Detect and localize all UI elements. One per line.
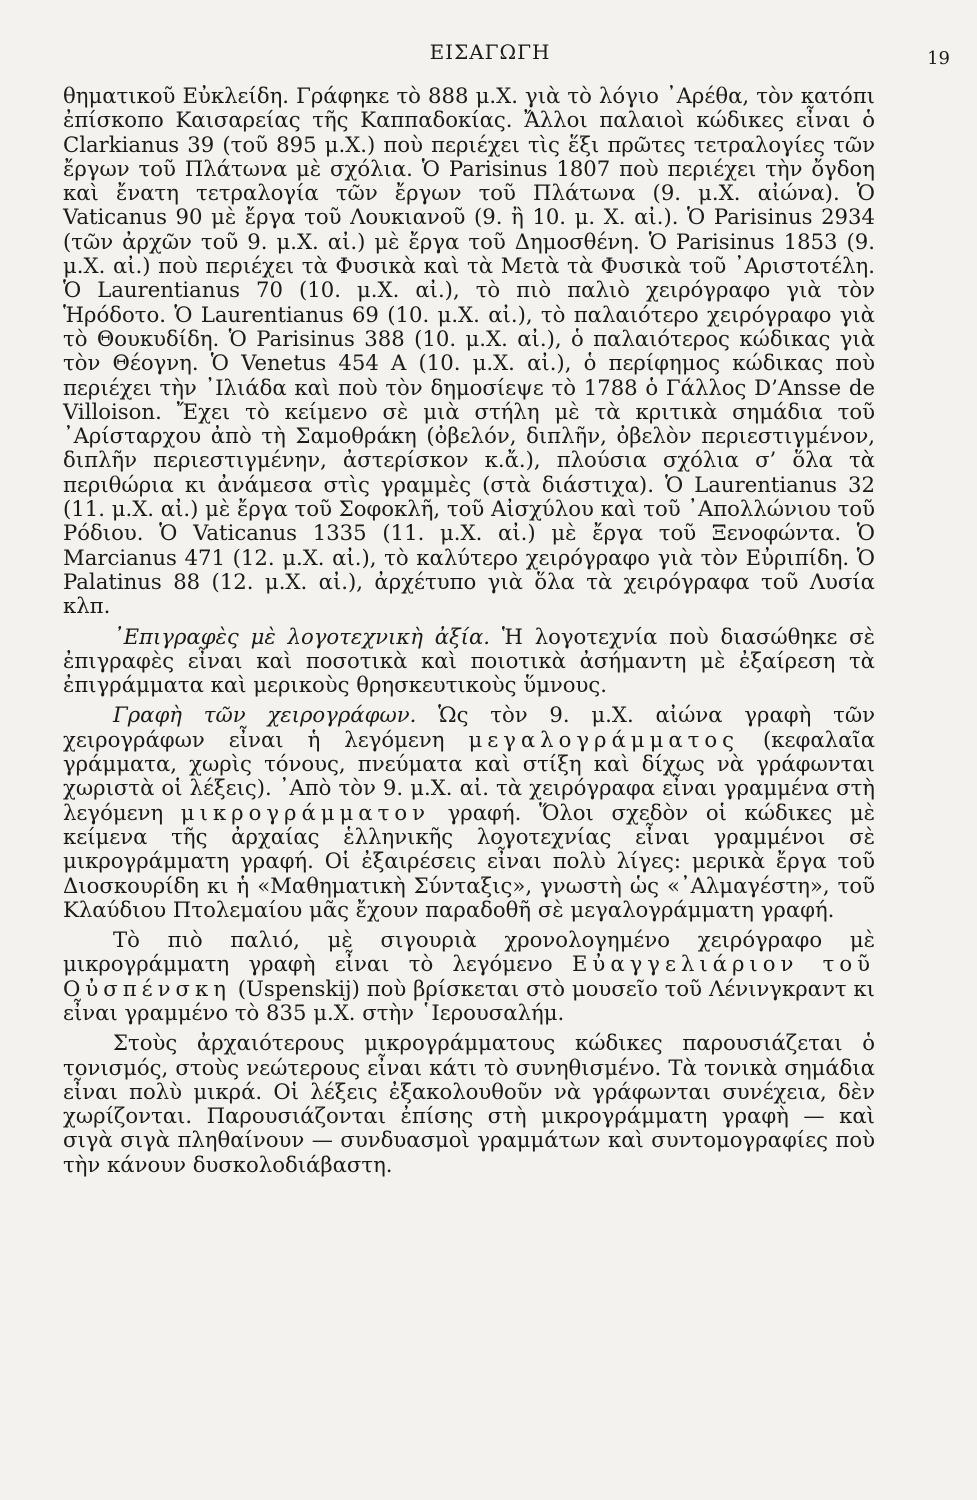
spaced-term: μικρογράμματον bbox=[180, 799, 430, 825]
spaced-term: μεγαλογράμματος bbox=[468, 726, 739, 752]
paragraph-script bbox=[63, 703, 875, 922]
text-span: Τὸ πιὸ παλιό, μὲ σιγουριὰ χρονολογημένο χειρόγραφο μὲ μικρογράμματη γραφὴ εἶναι τὸ λεγόμενο bbox=[63, 927, 875, 977]
text-span: γραφή. Ὅλοι σχεδὸν οἱ κώδικες μὲ κείμενα τῆς ἀρχαίας ἑλληνικῆς λογοτεχνίας εἶναι γραμμένοι σὲ μικρογράμματη γραφή. Οἱ ἐξαιρέσεις εἶναι πολὺ λίγες: μερικὰ ἔργα τοῦ Διοσκουρίδη κι ἡ «Μαθηματικὴ Σύνταξις», γνωστὴ ὡς «᾿Αλμαγέστη», τοῦ Κλαύδιου Πτολεμαίου μᾶς ἔχουν παραδοθῆ σὲ μεγαλογράμματη γραφή. bbox=[63, 799, 875, 922]
text-span: Στοὺς ἀρχαιότερους μικρογράμματους κώδικες παρουσιάζεται ὁ τονισμός, στοὺς νεώτερους εἶναι κάτι τὸ συνηθισμένο. Τὰ τονικὰ σημάδια εἶναι πολὺ μικρά. Οἱ λέξεις ἐξακολουθοῦν νὰ γράφωνται συνέχεια, δὲν χωρίζονται. Παρουσιάζονται ἐπίσης στὴ μικρογράμματη γραφὴ — καὶ σιγὰ σιγὰ πληθαίνουν — συνδυασμοὶ γραμμάτων καὶ συντομογραφίες ποὺ τὴν κάνουν δυσκολοδιάβαστη. bbox=[63, 1030, 875, 1177]
paragraph-oldest-minuscule bbox=[63, 928, 875, 1025]
section-heading: Γραφὴ τῶν χειρογράφων. bbox=[113, 702, 417, 728]
paragraph-manuscripts bbox=[63, 84, 875, 619]
page-number: 19 bbox=[927, 48, 950, 69]
section-heading: ᾿Επιγραφὲς μὲ λογοτεχνικὴ ἀξία. bbox=[113, 623, 491, 649]
text-span: Ὡς τὸν 9. μ.Χ. αἰώνα γραφὴ τῶν χειρογράφων εἶναι ἡ λεγόμενη bbox=[63, 702, 875, 752]
paragraph-accents bbox=[63, 1031, 875, 1177]
text-span: (κεφαλαῖα γράμματα, χωρὶς τόνους, πνεύματα καὶ στίξη καὶ δίχως νὰ γράφωνται χωριστὰ οἱ λέξεις). ᾿Απὸ τὸν 9. μ.Χ. αἰ. τὰ χειρόγραφα εἶναι γραμμένα στὴ λεγόμενη bbox=[63, 726, 876, 825]
body-text bbox=[63, 84, 875, 1177]
text-span: θηματικοῦ Εὐκλείδη. Γράφηκε τὸ 888 μ.Χ. γιὰ τὸ λόγιο ᾿Αρέθα, τὸν κατόπι ἐπίσκοπο Καισαρείας τῆς Καππαδοκίας. Ἄλλοι παλαιοὶ κώδικες εἶναι ὁ Clarkianus 39 (τοῦ 895 μ.Χ.) ποὺ περιέχει τὶς ἕξι πρῶτες τετραλογίες τῶν ἔργων τοῦ Πλάτωνα μὲ σχόλια. Ὁ Parisinus 1807 ποὺ περιέχει τὴν ὄγδοη καὶ ἔνατη τετραλογία τῶν ἔργων τοῦ Πλάτωνα (9. μ.Χ. αἰώνα). Ὁ Vaticanus 90 μὲ ἔργα τοῦ Λουκιανοῦ (9. ἢ 10. μ. Χ. αἰ.). Ὁ Parisinus 2934 (τῶν ἀρχῶν τοῦ 9. μ.Χ. αἰ.) μὲ ἔργα τοῦ Δημοσθένη. Ὁ Parisinus 1853 (9. μ.Χ. αἰ.) ποὺ περιέχει τὰ Φυσικὰ καὶ τὰ Μετὰ τὰ Φυσικὰ τοῦ ᾿Αριστοτέλη. Ὁ Laurentianus 70 (10. μ.Χ. αἰ.), τὸ πιὸ παλιὸ χειρόγραφο γιὰ τὸν Ἡρόδοτο. Ὁ Laurentianus 69 (10. μ.Χ. αἰ.), τὸ παλαιότερο χειρόγραφο γιὰ τὸ Θουκυδίδη. Ὁ Parisinus 388 (10. μ.Χ. αἰ.), ὁ παλαιότερος κώδικας γιὰ τὸν Θέογνη. Ὁ Venetus 454 A (10. μ.Χ. αἰ.), ὁ περίφημος κώδικας ποὺ περιέχει τὴν ᾿Ιλιάδα καὶ ποὺ τὸν δημοσίεψε τὸ 1788 ὁ Γάλλος D’Ansse de Villoison. Ἔχει τὸ κείμενο σὲ μιὰ στήλη μὲ τὰ κριτικὰ σημάδια τοῦ ᾿Αρίσταρχου ἀπὸ τὴ Σαμοθράκη (ὀβελόν, διπλῆν, ὀβελὸν περιεστιγμένον, διπλῆν περιεστιγμένην, ἀστερίσκον κ.ἄ.), πλούσια σχόλια σ’ ὅλα τὰ περιθώρια κι ἀνάμεσα στὶς γραμμὲς (στὰ διάστιχα). Ὁ Laurentianus 32 (11. μ.Χ. αἰ.) μὲ ἔργα τοῦ Σοφοκλῆ, τοῦ Αἰσχύλου καὶ τοῦ ᾿Απολλώνιου τοῦ Ρόδιου. Ὁ Vaticanus 1335 (11. μ.Χ. αἰ.) μὲ ἔργα τοῦ Ξενοφώντα. Ὁ Marcianus 471 (12. μ.Χ. αἰ.), τὸ καλύτερο χειρόγραφο γιὰ τὸν Εὐριπίδη. Ὁ Palatinus 88 (12. μ.Χ. αἰ.), ἀρχέτυπο γιὰ ὅλα τὰ χειρόγραφα τοῦ Λυσία κλπ. bbox=[63, 83, 875, 619]
spaced-term: Εὐαγγελιάριον τοῦ Οὐσπένσκη bbox=[63, 951, 875, 1001]
text-span: Ἡ λογοτεχνία ποὺ διασώθηκε σὲ ἐπιγραφὲς εἶναι καὶ ποσοτικὰ καὶ ποιοτικὰ ἀσήμαντη μὲ ἐξαίρεση τὰ ἐπιγράμματα καὶ μερικοὺς θρησκευτικοὺς ὕμνους. bbox=[63, 623, 875, 698]
page-header bbox=[90, 40, 950, 70]
paragraph-inscriptions bbox=[63, 625, 875, 698]
running-title: ΕΙΣΑΓΩΓΗ bbox=[429, 40, 551, 64]
text-span: (Uspenskij) ποὺ βρίσκεται στὸ μουσεῖο τοῦ Λένινγκραντ κι εἶναι γραμμένο τὸ 835 μ.Χ. στὴν ῾Ιερουσαλήμ. bbox=[63, 975, 875, 1025]
